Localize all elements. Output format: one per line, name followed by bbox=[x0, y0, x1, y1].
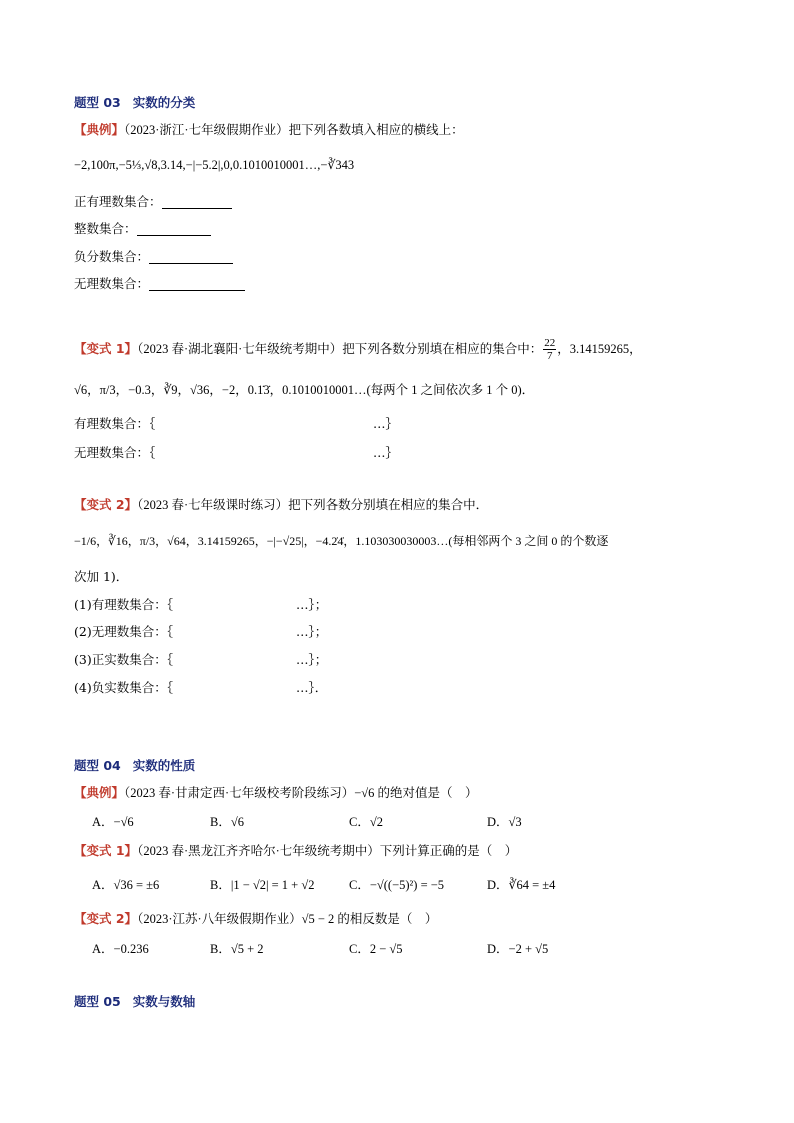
set-rational-2: (1)有理数集合：｛ bbox=[74, 597, 173, 612]
set-irrational-end: …｝ bbox=[373, 445, 399, 460]
example-tag: 【典例】 bbox=[74, 785, 125, 800]
variant-03-2-numbers-cont: 次加 1)． bbox=[74, 569, 129, 584]
set-rational-end: …｝ bbox=[373, 416, 399, 431]
option-a[interactable]: A．−√6 bbox=[92, 815, 134, 829]
section-heading-04: 题型 04 实数的性质 bbox=[74, 758, 196, 773]
set-positive-real: (3)正实数集合：｛ bbox=[74, 652, 173, 667]
option-d[interactable]: D．∛64 = ±4 bbox=[487, 878, 556, 892]
example-03-question bbox=[74, 121, 464, 139]
set-rational: 有理数集合：｛ bbox=[74, 416, 156, 431]
section-heading-03: 题型 03 实数的分类 bbox=[74, 95, 196, 110]
question-text: −√6 的绝对值是（ ） bbox=[354, 786, 478, 800]
variant-tag: 【变式 2】 bbox=[74, 911, 138, 926]
source: （2023 春·七年级课时练习） bbox=[137, 498, 289, 512]
variant-03-2-question bbox=[74, 496, 488, 514]
example-tag: 【典例】 bbox=[74, 122, 125, 137]
source: （2023 春·黑龙江齐齐哈尔·七年级统考期中） bbox=[137, 844, 380, 858]
variant-04-1-question bbox=[74, 842, 517, 860]
set-irrational: 无理数集合：｛ bbox=[74, 445, 156, 460]
option-c[interactable]: C．−√((−5)²) = −5 bbox=[349, 878, 445, 892]
question-text: 下列计算正确的是（ ） bbox=[379, 843, 518, 858]
example-04-question bbox=[74, 784, 478, 802]
source: （2023 春·湖北襄阳·七年级统考期中） bbox=[137, 342, 343, 356]
source: （2023 春·甘肃定西·七年级校考阶段练习） bbox=[124, 786, 355, 800]
question-text: √5 − 2 的相反数是（ ） bbox=[301, 912, 438, 926]
variant-tag: 【变式 1】 bbox=[74, 843, 138, 858]
option-d[interactable]: D．√3 bbox=[487, 815, 522, 829]
set-irrational-2-end: …｝； bbox=[296, 624, 328, 639]
variant-03-1-numbers: √6，π/3，−0.3，∛9，√36，−2，0.1̇3̇，0.1010010001…(每两个 1 之间依次多 1 个 0)． bbox=[74, 383, 535, 397]
source: （2023·江苏·八年级假期作业） bbox=[137, 912, 302, 926]
set-positive-real-end: …｝； bbox=[296, 652, 328, 667]
variant-tag: 【变式 2】 bbox=[74, 497, 138, 512]
question-text: 把下列各数填入相应的横线上： bbox=[288, 122, 464, 137]
question-text: 把下列各数分别填在相应的集合中． bbox=[288, 497, 489, 512]
set-negative-real: (4)负实数集合：｛ bbox=[74, 680, 173, 695]
option-b[interactable]: B．|1 − √2| = 1 + √2 bbox=[210, 878, 315, 892]
set-negative-real-end: …｝． bbox=[296, 680, 328, 695]
source: （2023·浙江·七年级假期作业） bbox=[124, 123, 289, 137]
question-text: 把下列各数分别填在相应的集合中： bbox=[342, 341, 543, 356]
option-b[interactable]: B．√6 bbox=[210, 815, 244, 829]
set-line-positive-rational: 正有理数集合： bbox=[74, 193, 232, 211]
option-b[interactable]: B．√5 + 2 bbox=[210, 942, 264, 956]
variant-03-1-question: 【变式 1】（2023 春·湖北襄阳·七年级统考期中）把下列各数分别填在相应的集合中： $\frac{22}{7}$ ，3.14159265， bbox=[74, 337, 642, 362]
example-03-numbers: −2,100π,−5⅓,√8,3.14,−|−5.2|,0,0.1010010001…,−∛343 bbox=[74, 158, 355, 172]
set-line-negative-fraction: 负分数集合： bbox=[74, 248, 233, 266]
set-line-irrational: 无理数集合： bbox=[74, 275, 245, 293]
set-rational-2-end: …｝； bbox=[296, 597, 328, 612]
option-c[interactable]: C．2 − √5 bbox=[349, 942, 403, 956]
option-a[interactable]: A．−0.236 bbox=[92, 942, 149, 956]
set-line-integer: 整数集合： bbox=[74, 220, 211, 238]
variant-03-2-numbers: −1/6，∛16，π/3，√64，3.14159265，−|−√25|，−4.2̇4̇，1.103030030003…(每相邻两个 3 之间 0 的个数逐 bbox=[74, 534, 609, 548]
option-a[interactable]: A．√36 = ±6 bbox=[92, 878, 160, 892]
section-heading-05: 题型 05 实数与数轴 bbox=[74, 994, 196, 1009]
variant-tag: 【变式 1】 bbox=[74, 341, 138, 356]
fraction: $\frac{22}{7}$ bbox=[544, 337, 556, 362]
option-d[interactable]: D．−2 + √5 bbox=[487, 942, 549, 956]
variant-04-2-question bbox=[74, 910, 437, 928]
option-c[interactable]: C．√2 bbox=[349, 815, 383, 829]
set-irrational-2: (2)无理数集合：｛ bbox=[74, 624, 173, 639]
